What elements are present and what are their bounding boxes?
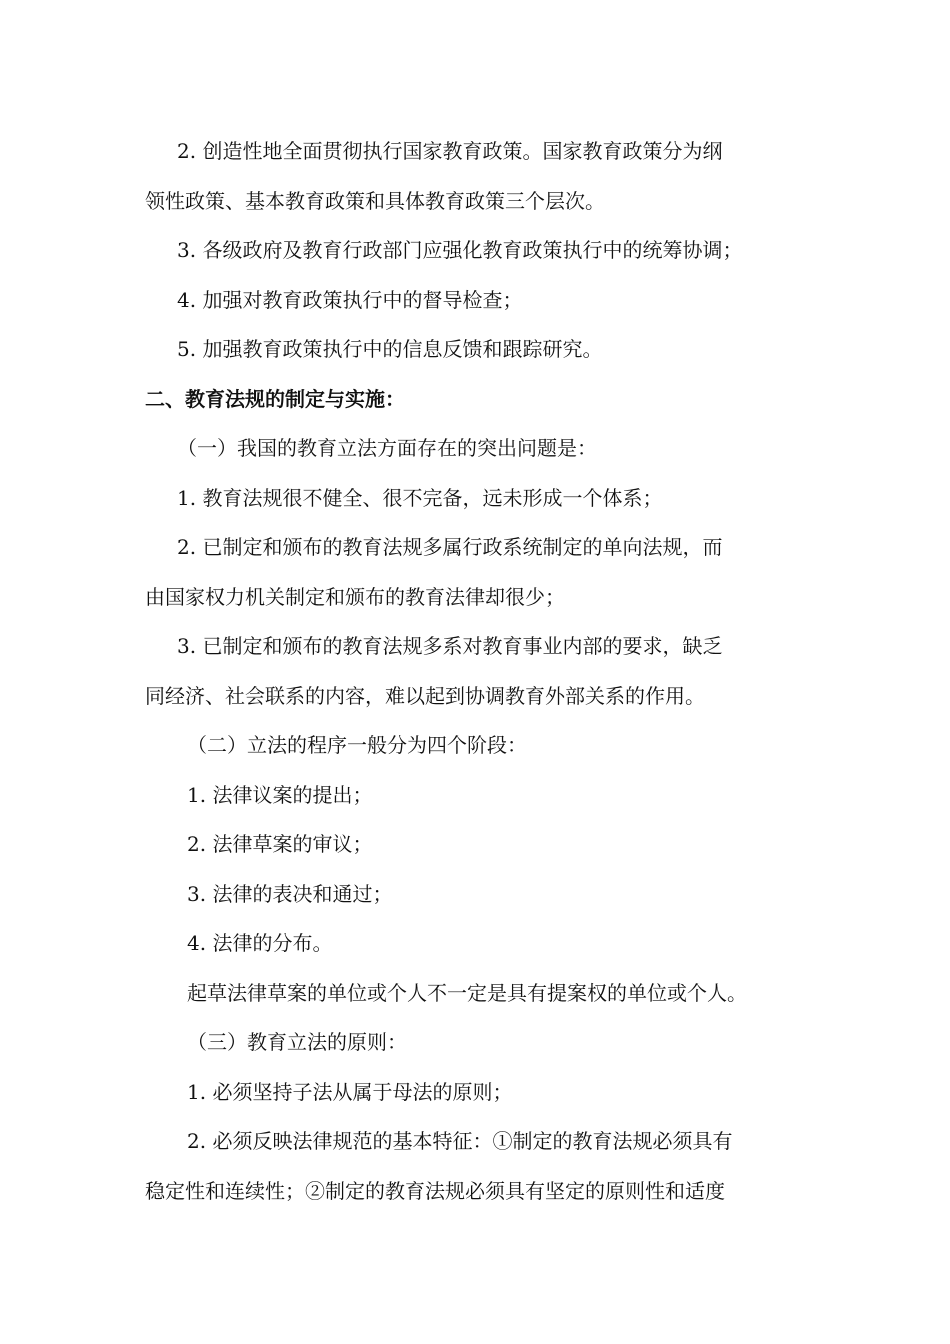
section-heading: 二、教育法规的制定与实施： xyxy=(145,386,405,411)
subsection-heading: （一）我国的教育立法方面存在的突出问题是： xyxy=(177,436,597,460)
paragraph-line: 由国家权力机关制定和颁布的教育法律却很少； xyxy=(145,584,565,609)
list-item: 4. 法律的分布。 xyxy=(187,931,333,955)
subsection-heading: （二）立法的程序一般分为四个阶段： xyxy=(187,733,527,757)
paragraph-line: 领性政策、基本教育政策和具体教育政策三个层次。 xyxy=(145,188,605,213)
list-item: 3. 已制定和颁布的教育法规多系对教育事业内部的要求，缺乏 xyxy=(177,634,723,658)
paragraph-line: 稳定性和连续性；②制定的教育法规必须具有坚定的原则性和适度 xyxy=(145,1178,725,1203)
list-item: 3. 法律的表决和通过； xyxy=(187,881,393,906)
subsection-heading: （三）教育立法的原则： xyxy=(187,1030,407,1054)
paragraph-line: 同经济、社会联系的内容，难以起到协调教育外部关系的作用。 xyxy=(145,683,705,708)
paragraph-line: 5. 加强教育政策执行中的信息反馈和跟踪研究。 xyxy=(177,337,603,361)
paragraph-line: 起草法律草案的单位或个人不一定是具有提案权的单位或个人。 xyxy=(187,980,747,1005)
list-item: 1. 教育法规很不健全、很不完备，远未形成一个体系； xyxy=(177,485,663,510)
list-item: 1. 必须坚持子法从属于母法的原则； xyxy=(187,1079,513,1104)
list-item: 2. 法律草案的审议； xyxy=(187,832,373,856)
paragraph-line: 2. 创造性地全面贯彻执行国家教育政策。国家教育政策分为纲 xyxy=(177,139,723,163)
list-item: 2. 必须反映法律规范的基本特征：①制定的教育法规必须具有 xyxy=(187,1129,733,1153)
paragraph-line: 4. 加强对教育政策执行中的督导检查； xyxy=(177,287,523,312)
paragraph-line: 3. 各级政府及教育行政部门应强化教育政策执行中的统筹协调； xyxy=(177,238,743,262)
document-body xyxy=(145,127,805,1216)
list-item: 2. 已制定和颁布的教育法规多属行政系统制定的单向法规，而 xyxy=(177,535,723,559)
list-item: 1. 法律议案的提出； xyxy=(187,782,373,807)
